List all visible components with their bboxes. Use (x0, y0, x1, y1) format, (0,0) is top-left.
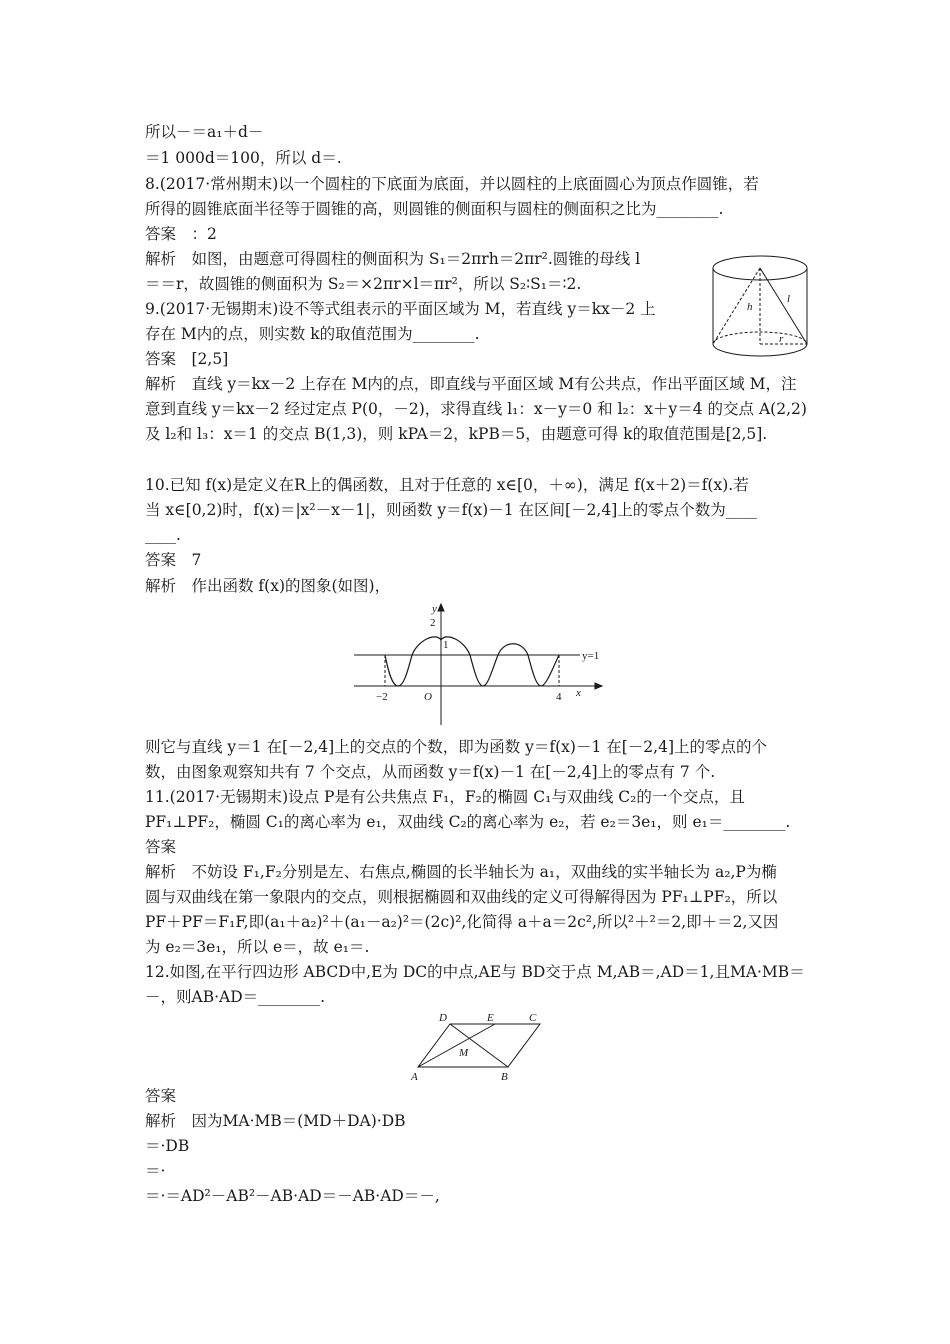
text-line: 11.(2017·无锡期末)设点 P是有公共焦点 F₁，F₂的椭圆 C₁与双曲线 C₂的一个交点，且 (145, 788, 745, 806)
text-line: ＝· (145, 1162, 166, 1180)
cylinder-bottom-front (713, 344, 807, 356)
text-line: －，则AB·AD＝________. (145, 988, 326, 1006)
text-line: 意到直线 y＝kx－2 经过定点 P(0，－2)，求得直线 l₁：x－y＝0 和 l₂：x＋y＝4 的交点 A(2,2) (145, 400, 807, 418)
text-line: 存在 M内的点，则实数 k的取值范围为________. (145, 325, 480, 343)
text-line: 数，由图象观察知共有 7 个交点，从而函数 y＝f(x)－1 在[－2,4]上的零点有 7 个. (145, 763, 716, 781)
label-h: h (747, 301, 753, 313)
text-line: ＝·DB (145, 1137, 190, 1155)
text-line: 解析 因为MA·MB＝(MD＋DA)·DB (145, 1112, 406, 1130)
text-line: ＝1 000d＝100，所以 d＝. (145, 149, 342, 167)
label-r: r (779, 333, 784, 345)
label-1: 1 (443, 639, 449, 651)
text-line: 为 e₂＝3e₁，所以 e＝，故 e₁＝. (145, 938, 370, 956)
parallelogram-figure (405, 1010, 550, 1085)
f-curve (385, 637, 559, 686)
text-line: 答案 7 (145, 551, 202, 569)
text-line: 解析 不妨设 F₁,F₂分别是左、右焦点,椭圆的长半轴长为 a₁，双曲线的实半轴长为 a₂,P为椭 (145, 863, 777, 881)
function-graph-figure (340, 600, 640, 730)
text-line: 答案 ：2 (145, 225, 217, 243)
text-line: 答案 (145, 1087, 177, 1105)
label-c: C (529, 1012, 537, 1024)
text-line: 所以－＝a₁＋d－ (145, 123, 264, 141)
label-l: l (787, 293, 791, 305)
x-axis-arrow (595, 683, 602, 689)
label-m: M (459, 1047, 469, 1059)
text-line: 10.已知 f(x)是定义在R上的偶函数，且对于任意的 x∈[0，＋∞)，满足 f(x＋2)＝f(x).若 (145, 476, 749, 494)
text-line: ＝·＝AD²－AB²－AB·AD＝－AB·AD＝－, (145, 1187, 440, 1205)
label-y-eq-1: y=1 (582, 650, 600, 662)
label-d: D (439, 1012, 447, 1024)
text-line: ＝＝r，故圆锥的侧面积为 S₂＝×2πr×l＝πr²，所以 S₂∶S₁＝∶2. (145, 275, 582, 293)
label-y: y (432, 603, 437, 615)
text-line: 当 x∈[0,2)时，f(x)＝|x²－x－1|，则函数 y＝f(x)－1 在区间[－2,4]上的零点个数为____ (145, 501, 757, 519)
segment-bd (450, 1024, 508, 1067)
text-line: 8.(2017·常州期末)以一个圆柱的下底面为底面，并以圆柱的上底面圆心为顶点作圆锥，若 (145, 175, 759, 193)
text-line: 答案 [2,5] (145, 350, 229, 368)
text-line: 解析 如图，由题意可得圆柱的侧面积为 S₁＝2πrh＝2πr².圆锥的母线 l (145, 250, 641, 268)
label-b: B (501, 1071, 508, 1083)
label-4: 4 (556, 691, 562, 703)
label-a: A (411, 1071, 418, 1083)
y-axis-arrow (438, 604, 444, 611)
text-line: 则它与直线 y＝1 在[－2,4]上的交点的个数，即为函数 y＝f(x)－1 在[－2,4]上的零点的个 (145, 738, 768, 756)
text-line: 9.(2017·无锡期末)设不等式组表示的平面区域为 M，若直线 y＝kx－2 上 (145, 300, 656, 318)
text-line: 及 l₂和 l₃：x＝1 的交点 B(1,3)，则 kPA＝2，kPB＝5，由题意可得 k的取值范围是[2,5]. (145, 425, 768, 443)
label-2: 2 (430, 617, 436, 629)
label-x: x (576, 687, 581, 699)
label-origin: O (424, 691, 432, 703)
text-line: 12.如图,在平行四边形 ABCD中,E为 DC的中点,AE与 BD交于点 M,AB＝,AD＝1,且MA·MB＝ (145, 963, 805, 981)
text-line: PF＋PF＝F₁F,即(a₁＋a₂)²＋(a₁－a₂)²＝(2c)²,化简得 a＋a＝2c²,所以²＋²＝2,即＋＝2,又因 (145, 913, 779, 931)
text-line: PF₁⊥PF₂，椭圆 C₁的离心率为 e₁，双曲线 C₂的离心率为 e₂，若 e₂＝3e₁，则 e₁＝________. (145, 813, 791, 831)
text-line: 圆与双曲线在第一象限内的交点，则根据椭圆和双曲线的定义可得解得因为 PF₁⊥PF₂，所以 (145, 888, 778, 906)
text-line: ____. (145, 526, 181, 544)
text-line: 解析 直线 y＝kx－2 上存在 M内的点，即直线与平面区域 M有公共点，作出平面区域 M，注 (145, 375, 797, 393)
text-line: 所得的圆锥底面半径等于圆锥的高，则圆锥的侧面积与圆柱的侧面积之比为________. (145, 200, 724, 218)
cylinder-cone-figure (705, 246, 815, 361)
segment-ae (418, 1024, 495, 1067)
text-line: 解析 作出函数 f(x)的图象(如图)， (145, 577, 391, 595)
text-line: 答案 (145, 838, 177, 856)
label-neg2: −2 (376, 691, 388, 703)
label-e: E (487, 1012, 494, 1024)
